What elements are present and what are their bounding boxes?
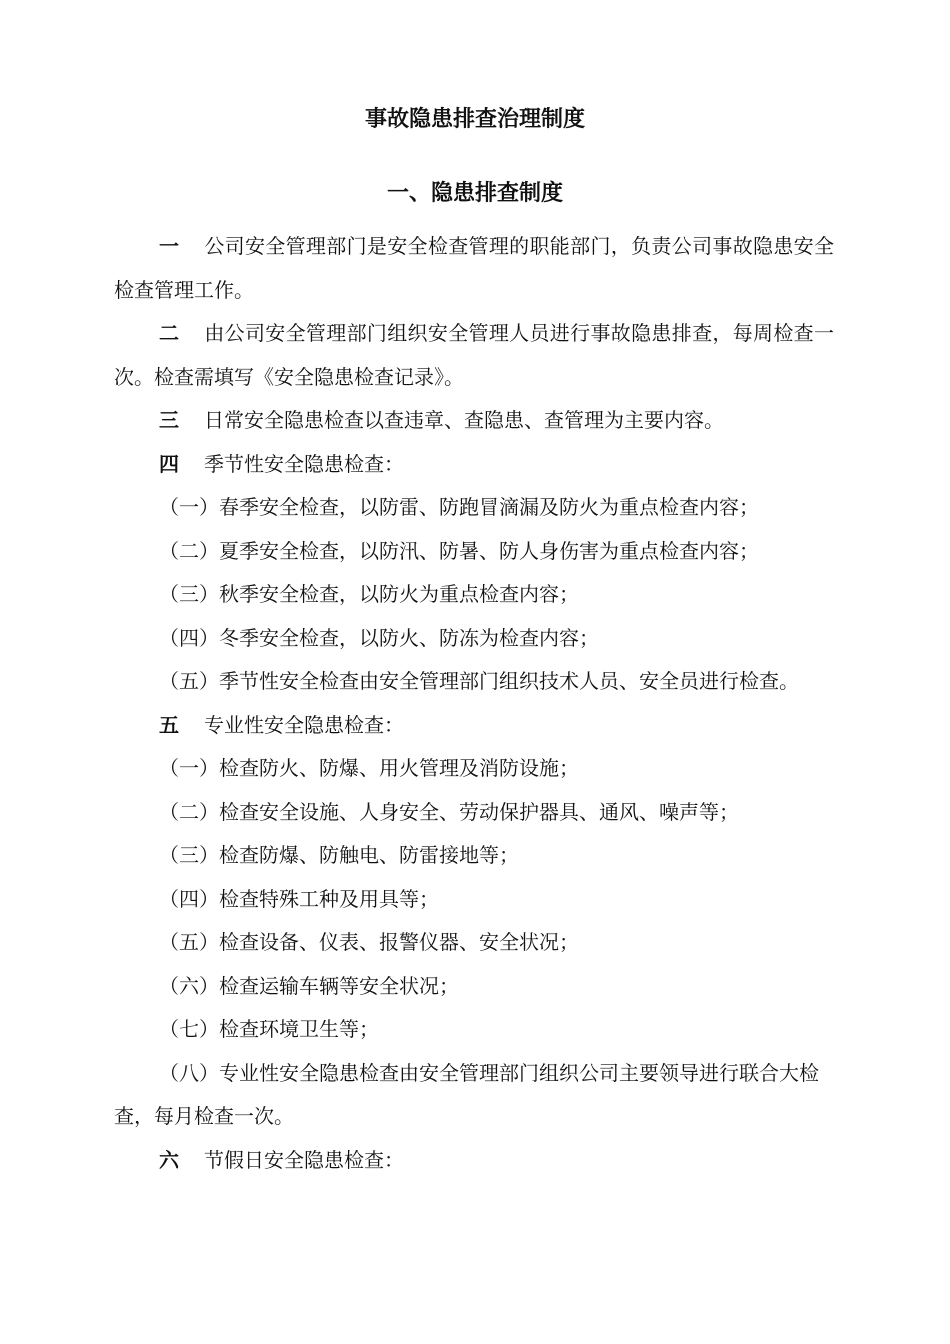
item-number: 四 xyxy=(159,451,179,476)
item-number: 六 xyxy=(159,1147,179,1172)
paragraph-item-3 xyxy=(114,399,834,443)
professional-sub-item: （一）检查防火、防爆、用火管理及消防设施； xyxy=(159,756,579,780)
item-text: 公司安全管理部门是安全检查管理的职能部门，负责公司事故隐患安全检查管理工作。 xyxy=(114,234,834,302)
item-number: 五 xyxy=(159,712,179,737)
item-number: 二 xyxy=(159,321,179,345)
seasonal-sub-item: （五）季节性安全检查由安全管理部门组织技术人员、安全员进行检查。 xyxy=(159,669,799,693)
item-text: 日常安全隐患检查以查违章、查隐患、查管理为主要内容。 xyxy=(204,408,724,432)
item-number: 一 xyxy=(159,234,179,258)
seasonal-sub-item: （四）冬季安全检查，以防火、防冻为检查内容； xyxy=(159,625,599,650)
professional-sub-item: （五）检查设备、仪表、报警仪器、安全状况； xyxy=(159,930,579,954)
paragraph-item-1 xyxy=(114,225,834,312)
seasonal-sub-item: （二）夏季安全检查，以防汛、防暑、防人身伤害为重点检查内容； xyxy=(159,538,759,563)
seasonal-sub-item: （三）秋季安全检查，以防火为重点检查内容； xyxy=(159,582,579,606)
professional-sub-item: （四）检查特殊工种及用具等； xyxy=(159,886,439,911)
item-text: 节假日安全隐患检查： xyxy=(204,1147,404,1172)
section-heading: 一、隐患排查制度 xyxy=(386,180,563,206)
seasonal-sub-item: （一）春季安全检查，以防雷、防跑冒滴漏及防火为重点检查内容； xyxy=(159,495,759,519)
paragraph-item-2 xyxy=(114,312,834,399)
professional-sub-item: （七）检查环境卫生等； xyxy=(159,1017,379,1041)
paragraph-item-4 xyxy=(114,443,834,487)
paragraph-item-6 xyxy=(114,1139,834,1183)
item-text: 专业性安全隐患检查： xyxy=(204,712,404,737)
item-text: 由公司安全管理部门组织安全管理人员进行事故隐患排查，每周检查一次。检查需填写《安全隐患检查记录》。 xyxy=(114,321,834,389)
document-body xyxy=(114,225,834,1182)
professional-sub-item: （三）检查防爆、防触电、防雷接地等； xyxy=(159,843,519,867)
item-text: 季节性安全隐患检查： xyxy=(204,451,404,476)
item-number: 三 xyxy=(159,408,179,432)
professional-sub-item: （二）检查安全设施、人身安全、劳动保护器具、通风、噪声等； xyxy=(159,799,739,824)
document-title: 事故隐患排查治理制度 xyxy=(364,106,585,132)
paragraph-item-5 xyxy=(114,704,834,748)
professional-sub-item: （六）检查运输车辆等安全状况； xyxy=(159,973,459,998)
professional-sub-item: （八）专业性安全隐患检查由安全管理部门组织公司主要领导进行联合大检查，每月检查一次。 xyxy=(114,1060,819,1128)
